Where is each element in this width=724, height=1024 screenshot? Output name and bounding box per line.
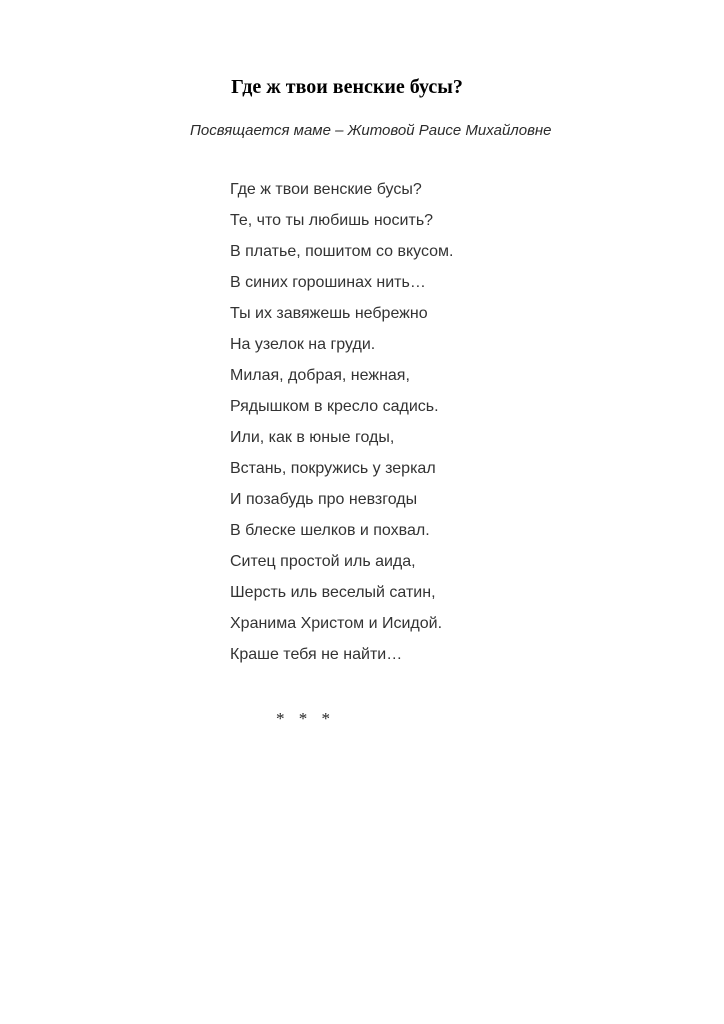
poem-line: Милая, добрая, нежная, <box>230 367 410 384</box>
asterisk-separator: * * * <box>276 709 330 728</box>
poem-line: Рядышком в кресло садись. <box>230 398 439 415</box>
poem-line: В синих горошинах нить… <box>230 274 426 291</box>
poem-line: Хранима Христом и Исидой. <box>230 615 443 632</box>
dedication-line: Посвящается маме – Житовой Раисе Михайловне <box>190 122 552 139</box>
poem-line: В платье, пошитом со вкусом. <box>230 243 454 260</box>
poem-line: Где ж твои венские бусы? <box>230 181 422 198</box>
poem-line: Ты их завяжешь небрежно <box>230 305 428 322</box>
poem-line: В блеске шелков и похвал. <box>230 522 430 539</box>
poem-line: И позабудь про невзгоды <box>230 491 418 508</box>
page-title: Где ж твои венские бусы? <box>231 76 463 99</box>
poem-line: Встань, покружись у зеркал <box>230 460 436 477</box>
poem-line: На узелок на груди. <box>230 336 376 353</box>
poem-line: Или, как в юные годы, <box>230 429 395 446</box>
poem-body <box>230 174 454 670</box>
poem-line: Шерсть иль веселый сатин, <box>230 584 436 601</box>
poem-line: Ситец простой иль аида, <box>230 553 416 570</box>
poem-line: Те, что ты любишь носить? <box>230 212 434 229</box>
poem-line: Краше тебя не найти… <box>230 646 403 663</box>
